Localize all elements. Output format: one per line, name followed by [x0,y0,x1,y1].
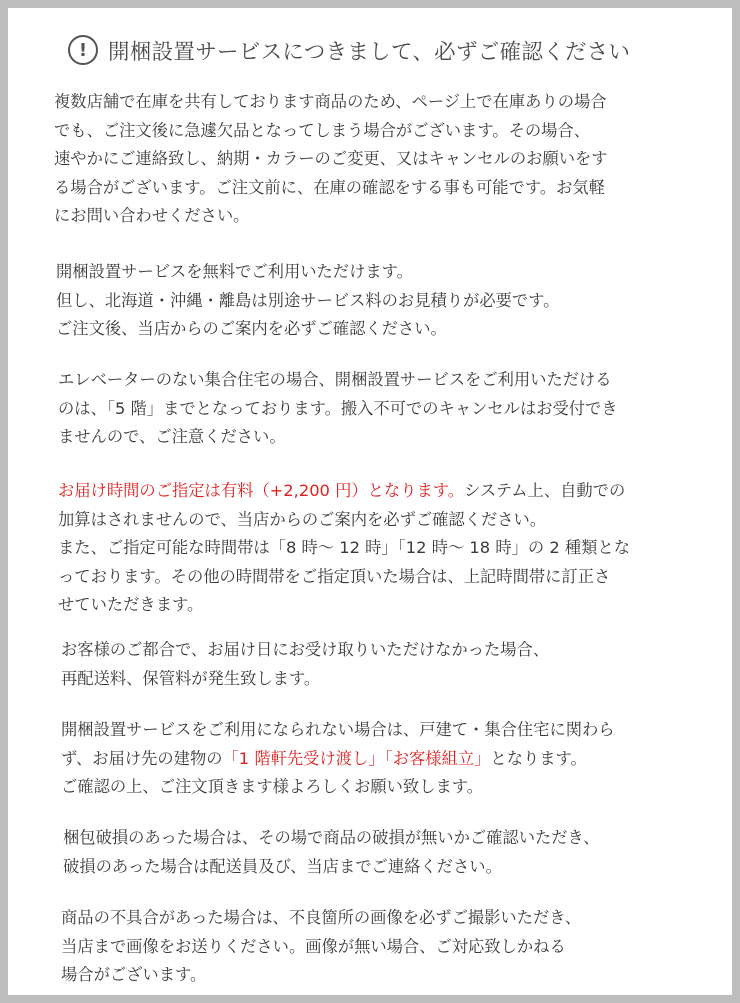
paragraph-line: お客様のご都合で、お届け日にお受け取りいただけなかった場合、 [61,640,550,659]
paragraph-line: 速やかにご連絡致し、納期・カラーのご変更、又はキャンセルのお願いをす [54,149,608,168]
paragraph-line: 加算はされませんので、当店からのご案内を必ずご確認ください。 [58,509,547,529]
exclamation-circle-icon: ! [68,35,98,65]
paragraph-line: 開梱設置サービスをご利用になられない場合は、戸建て・集合住宅に関わら [61,720,615,739]
paragraph-line: 再配送料、保管料が発生致します。 [61,668,321,688]
paragraph-redelivery [61,636,549,693]
paragraph-line: っております。その他の時間帯をご指定頂いた場合は、上記時間帯に訂正さ [58,566,611,586]
paragraph-line: ご確認の上、ご注文頂きます様よろしくお願い致します。 [61,777,484,796]
paragraph-line: 当店まで画像をお送りください。画像が無い場合、ご対応致しかねる [61,936,566,956]
paragraph-free-service [56,258,559,344]
paragraph-line: 複数店舗で在庫を共有しております商品のため、ページ上で在庫ありの場合 [54,92,607,111]
paragraph-line [58,477,630,506]
notice-title [68,30,630,70]
paragraph-stock [54,88,608,231]
paragraph-defect [61,904,581,990]
paragraph-line: 商品の不具合があった場合は、不良箇所の画像を必ずご撮影いただき、 [61,908,582,927]
paragraph-text: システム上、自動での [464,481,626,500]
paragraph-text: ず、お届け先の建物の [61,748,223,768]
paragraph-line: にお問い合わせください。 [54,206,250,225]
delivery-type-notice: 「1 階軒先受け渡し」「お客様組立」 [222,748,491,768]
paragraph-line [61,745,615,774]
paragraph-line: でも、ご注文後に急遽欠品となってしまう場合がございます。その場合、 [54,120,590,140]
paragraph-line: のは、「5 階」までとなっております。搬入不可でのキャンセルはお受付でき [58,398,618,418]
paragraph-line: 破損のあった場合は配送員及び、当店までご連絡ください。 [63,856,502,876]
paragraph-elevator [58,366,618,452]
paragraph-line: 場合がございます。 [61,965,207,984]
paragraph-line: また、ご指定可能な時間帯は「8 時～ 12 時」「12 時～ 18 時」の 2 種類とな [58,538,631,557]
paragraph-line: 開梱設置サービスを無料でご利用いただけます。 [56,262,413,281]
paragraph-line: ませんので、ご注意ください。 [58,427,286,446]
paid-time-notice: お届け時間のご指定は有料（+2,200 円）となります。 [58,481,465,500]
paragraph-line: 梱包破損のあった場合は、その場で商品の破損が無いかご確認いただき、 [63,828,600,847]
paragraph-no-service [61,716,615,802]
title-text: 開梱設置サービスにつきまして、必ずご確認ください [108,39,631,65]
paragraph-delivery-time [58,477,630,620]
paragraph-damage [63,824,599,881]
paragraph-line: ご注文後、当店からのご案内を必ずご確認ください。 [56,319,447,338]
paragraph-line: エレベーターのない集合住宅の場合、開梱設置サービスをご利用いただける [58,370,612,389]
paragraph-line: る場合がございます。ご注文前に、在庫の確認をする事も可能です。お気軽 [54,177,605,197]
paragraph-text: となります。 [490,748,587,768]
paragraph-line: 但し、北海道・沖縄・離島は別途サービス料のお見積りが必要です。 [56,290,560,310]
paragraph-line: せていただきます。 [58,595,204,614]
